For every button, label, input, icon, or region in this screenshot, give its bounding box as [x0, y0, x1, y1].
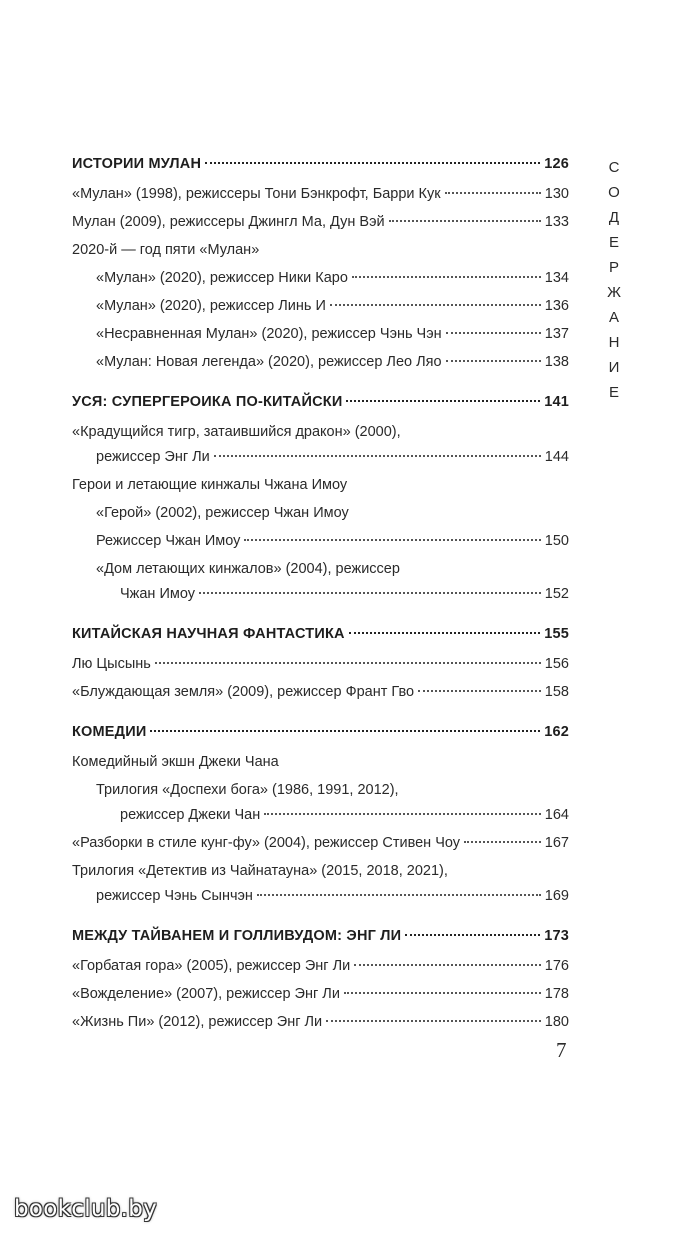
- toc-entry-title: Герои и летающие кинжалы Чжана Имоу: [72, 477, 348, 493]
- toc-entry-title: ИСТОРИИ МУЛАН: [72, 156, 202, 172]
- toc-page-number: 158: [544, 684, 569, 700]
- toc-entry-title: «Несравненная Мулан» (2020), режиссер Чэнь Чэн: [96, 326, 442, 342]
- toc-page-number: 136: [544, 298, 569, 314]
- toc-entry: [72, 829, 569, 857]
- toc-section: [72, 718, 569, 746]
- toc-section: [72, 150, 569, 178]
- side-heading-letter: И: [608, 359, 620, 376]
- dot-leader: [264, 813, 541, 815]
- dot-leader: [446, 360, 541, 362]
- toc-section: [72, 388, 569, 416]
- toc-entry: [72, 980, 569, 1008]
- toc-entry-title: КОМЕДИИ: [72, 724, 147, 740]
- toc-page-number: 138: [544, 354, 569, 370]
- toc-page-number: 156: [544, 656, 569, 672]
- toc-entry-title: «Мулан» (2020), режиссер Ники Каро: [96, 270, 348, 286]
- dot-leader: [244, 539, 540, 541]
- toc-entry: [72, 527, 569, 555]
- toc-page-number: 180: [544, 1014, 569, 1030]
- dot-leader: [155, 662, 541, 664]
- side-heading-contents: [606, 155, 622, 405]
- toc-entry-continuation: [72, 882, 569, 910]
- toc-entry-title: Чжан Имоу: [120, 586, 196, 602]
- toc-page-number: 169: [544, 888, 569, 904]
- toc-entry: [72, 678, 569, 706]
- toc-entry-title: «Блуждающая земля» (2009), режиссер Франт Гво: [72, 684, 415, 700]
- dot-leader: [349, 632, 541, 634]
- table-of-contents: [72, 150, 569, 1036]
- toc-section: [72, 620, 569, 648]
- dot-leader: [199, 592, 541, 594]
- toc-entry-title: «Жизнь Пи» (2012), режиссер Энг Ли: [72, 1014, 323, 1030]
- toc-entry: [72, 1008, 569, 1036]
- toc-page-number: 167: [544, 835, 569, 851]
- toc-entry-title: «Вожделение» (2007), режиссер Энг Ли: [72, 986, 340, 1002]
- dot-leader: [418, 690, 541, 692]
- toc-entry-title: «Мулан: Новая легенда» (2020), режиссер Лео Ляо: [96, 354, 442, 370]
- dot-leader: [446, 332, 541, 334]
- toc-entry-title: Мулан (2009), режиссеры Джингл Ма, Дун Вэй: [72, 214, 385, 230]
- toc-entry-title: «Разборки в стиле кунг-фу» (2004), режиссер Стивен Чоу: [72, 835, 461, 851]
- toc-entry: [72, 292, 569, 320]
- dot-leader: [257, 894, 541, 896]
- toc-entry-title: «Горбатая гора» (2005), режиссер Энг Ли: [72, 958, 351, 974]
- toc-entry: [72, 857, 569, 885]
- site-watermark: bookclub.by: [14, 1196, 158, 1222]
- toc-entry-title: МЕЖДУ ТАЙВАНЕМ И ГОЛЛИВУДОМ: ЭНГ ЛИ: [72, 928, 402, 944]
- dot-leader: [346, 400, 540, 402]
- toc-entry-title: «Крадущийся тигр, затаившийся дракон» (2000),: [72, 424, 401, 440]
- toc-entry-continuation: [72, 580, 569, 608]
- toc-section: [72, 922, 569, 950]
- side-heading-letter: С: [608, 159, 620, 176]
- side-heading-letter: Д: [608, 209, 620, 226]
- toc-page-number: 162: [544, 724, 569, 740]
- dot-leader: [352, 276, 541, 278]
- toc-entry-title: Комедийный экшн Джеки Чана: [72, 754, 279, 770]
- dot-leader: [405, 934, 540, 936]
- side-heading-letter: А: [608, 309, 619, 326]
- toc-entry: [72, 499, 569, 527]
- toc-entry: [72, 748, 569, 776]
- dot-leader: [150, 730, 540, 732]
- toc-entry: [72, 320, 569, 348]
- toc-page-number: 141: [544, 394, 569, 410]
- toc-entry-title: Трилогия «Доспехи бога» (1986, 1991, 2012),: [96, 782, 399, 798]
- toc-page-number: 126: [544, 156, 569, 172]
- toc-entry: [72, 264, 569, 292]
- toc-page-number: 130: [544, 186, 569, 202]
- side-heading-letter: Н: [608, 334, 620, 351]
- dot-leader: [464, 841, 541, 843]
- toc-page-number: 173: [544, 928, 569, 944]
- toc-page-number: 150: [544, 533, 569, 549]
- toc-entry: [72, 952, 569, 980]
- side-heading-letter: Р: [608, 259, 619, 276]
- toc-entry: [72, 348, 569, 376]
- toc-entry: [72, 471, 569, 499]
- toc-entry-continuation: [72, 801, 569, 829]
- toc-entry-title: «Мулан» (2020), режиссер Линь И: [96, 298, 326, 314]
- toc-entry: [72, 555, 569, 583]
- toc-entry-title: КИТАЙСКАЯ НАУЧНАЯ ФАНТАСТИКА: [72, 626, 345, 642]
- toc-entry: [72, 236, 569, 264]
- dot-leader: [445, 192, 541, 194]
- side-heading-letter: Е: [608, 234, 619, 251]
- toc-entry-title: УСЯ: СУПЕРГЕРОИКА ПО-КИТАЙСКИ: [72, 394, 343, 410]
- side-heading-letter: О: [608, 184, 620, 201]
- toc-entry-title: 2020-й — год пяти «Мулан»: [72, 242, 260, 258]
- toc-entry-title: режиссер Чэнь Сынчэн: [96, 888, 253, 904]
- toc-entry: [72, 776, 569, 804]
- toc-entry-title: Лю Цысынь: [72, 656, 151, 672]
- dot-leader: [205, 162, 540, 164]
- dot-leader: [354, 964, 541, 966]
- toc-entry-title: «Мулан» (1998), режиссеры Тони Бэнкрофт, Барри Кук: [72, 186, 441, 202]
- toc-page-number: 137: [544, 326, 569, 342]
- toc-page-number: 134: [544, 270, 569, 286]
- toc-page-number: 152: [544, 586, 569, 602]
- toc-page-number: 144: [544, 449, 569, 465]
- dot-leader: [330, 304, 541, 306]
- toc-entry: [72, 418, 569, 446]
- toc-entry-title: «Дом летающих кинжалов» (2004), режиссер: [96, 561, 400, 577]
- dot-leader: [326, 1020, 541, 1022]
- toc-page-number: 178: [544, 986, 569, 1002]
- toc-entry: [72, 208, 569, 236]
- toc-entry: [72, 180, 569, 208]
- side-heading-letter: Е: [608, 384, 619, 401]
- toc-page-number: 176: [544, 958, 569, 974]
- toc-entry-title: режиссер Энг Ли: [96, 449, 210, 465]
- dot-leader: [389, 220, 541, 222]
- toc-page-number: 133: [544, 214, 569, 230]
- toc-page-number: 155: [544, 626, 569, 642]
- page-number: 7: [556, 1038, 567, 1062]
- toc-entry-title: Режиссер Чжан Имоу: [96, 533, 241, 549]
- dot-leader: [214, 455, 541, 457]
- toc-entry-title: «Герой» (2002), режиссер Чжан Имоу: [96, 505, 349, 521]
- toc-entry-title: режиссер Джеки Чан: [120, 807, 261, 823]
- side-heading-letter: Ж: [607, 284, 621, 301]
- toc-entry: [72, 650, 569, 678]
- dot-leader: [344, 992, 541, 994]
- toc-entry-continuation: [72, 443, 569, 471]
- toc-entry-title: Трилогия «Детектив из Чайнатауна» (2015, 2018, 2021),: [72, 863, 448, 879]
- toc-page-number: 164: [544, 807, 569, 823]
